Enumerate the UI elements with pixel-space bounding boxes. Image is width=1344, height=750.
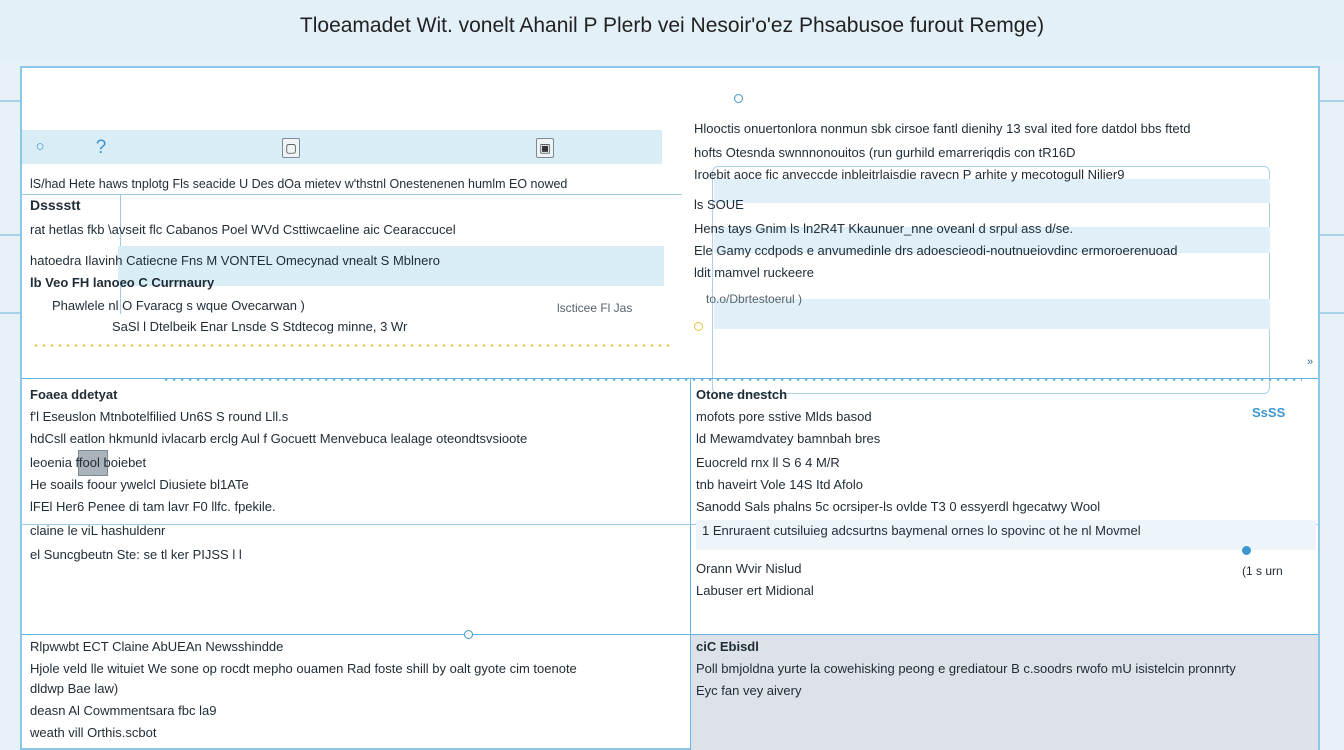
- list-item[interactable]: Orann Wvir Nislud: [696, 561, 802, 576]
- status-text: (1 s urn: [1242, 564, 1283, 578]
- card-row: ls SOUE: [694, 197, 744, 212]
- section-divider: [22, 378, 1318, 379]
- status-badge[interactable]: SsSS: [1252, 405, 1286, 420]
- right-note: lscticee Fl Jas: [557, 301, 633, 315]
- double-chevron-icon[interactable]: »: [1306, 356, 1314, 368]
- card-row: Iroebit aoce fic anveccde inbleitrlaisdie ravecn P arhite y mecotogull Nilier9: [694, 167, 1125, 182]
- pane-title: ciC Ebisdl: [696, 639, 759, 654]
- header-row: lS/had Hete haws tnplotg Fls seacide U Des dOa mietev w'thstnl Onestenenen humlm EO nowed: [30, 177, 568, 191]
- list-item[interactable]: Labuser ert Midional: [696, 583, 814, 598]
- list-item[interactable]: tnb haveirt Vole 14S Itd Afolo: [696, 477, 863, 492]
- page-title: Tloeamadet Wit. vonelt Ahanil P Plerb vei Nesoir'o'ez Phsabusoe furout Remge): [299, 14, 1045, 37]
- list-item[interactable]: lb Veo FH lanoeo C Currnaury: [30, 275, 215, 290]
- card-row: hofts Otesnda swnnnonouitos (run gurhild emarreriqdis con tR16D: [694, 145, 1076, 160]
- list-item[interactable]: He soails foour ywelcl Diusiete bl1ATe: [30, 477, 249, 492]
- list-item[interactable]: mofots pore sstive Mlds basod: [696, 409, 872, 424]
- list-item[interactable]: Eyc fan vey aivery: [696, 683, 802, 698]
- list-item[interactable]: Sanodd Sals phalns 5c ocrsiper-ls ovlde T3 0 essyerdl hgecatwy Wool: [696, 499, 1101, 514]
- dotted-separator: [32, 344, 672, 347]
- row-node[interactable]: [1242, 546, 1251, 555]
- list-item[interactable]: Phawlele nl O Fvaracg s wque Ovecarwan ): [52, 298, 305, 313]
- list-item[interactable]: dldwp Bae law): [30, 681, 119, 696]
- list-item[interactable]: hdCsll eatlon hkmunld ivlacarb erclg Aul f Gocuett Menvebuca lealage oteondtsvsioote: [30, 431, 528, 446]
- circle-icon[interactable]: ○: [35, 137, 45, 155]
- help-icon[interactable]: ?: [95, 137, 107, 158]
- pane-title: Otone dnestch: [696, 387, 788, 402]
- plugin-icon[interactable]: ▢: [282, 138, 300, 158]
- list-item[interactable]: Poll bmjoldna yurte la cowehisking peong e grediatour B c.soodrs rwofo mU isistelcin pronnrty: [696, 661, 1236, 676]
- list-item[interactable]: ld Mewamdvatey bamnbah bres: [696, 431, 881, 446]
- list-item[interactable]: weath vill Orthis.scbot: [30, 725, 157, 740]
- list-item[interactable]: Hjole veld lle wituiet We sone op rocdt mepho ouamen Rad foste shill by oalt gyote cim toenote: [30, 661, 577, 676]
- main-window: [20, 66, 1320, 750]
- list-item[interactable]: Euocreld rnx ll S 6 4 M/R: [696, 455, 840, 470]
- document-icon[interactable]: ▣: [536, 138, 554, 158]
- header-divider: [22, 194, 682, 195]
- list-item[interactable]: rat hetlas fkb \avseit flc Cabanos Poel WVd Csttiwcaeline aic Cearaccucel: [30, 222, 456, 237]
- list-item[interactable]: el Suncgbeutn Ste: se tl ker PIJSS l l: [30, 547, 242, 562]
- card-node[interactable]: [734, 94, 743, 103]
- card-row: Ele Gamy ccdpods e anvumedinle drs adoescieodi-noutnueiovdinc ermoroerenuoad: [694, 243, 1178, 258]
- list-item[interactable]: SaSl l Dtelbeik Enar Lnsde S Stdtecog minne, 3 Wr: [112, 319, 408, 334]
- pane-title: Rlpwwbt ECT Claine AbUEAn Newsshindde: [30, 639, 284, 654]
- list-item[interactable]: lFEl Her6 Penee di tam lavr F0 llfc. fpekile.: [30, 499, 276, 514]
- toolbar-band: [22, 130, 662, 164]
- card-bottom-node[interactable]: [694, 322, 703, 331]
- list-item[interactable]: claine le viL hashuldenr: [30, 523, 166, 538]
- list-item[interactable]: deasn Al Cowmmentsara fbc la9: [30, 703, 217, 718]
- list-item[interactable]: f'l Eseuslon Mtnbotelfilied Un6S S round Lll.s: [30, 409, 289, 424]
- list-item[interactable]: leoenia ffool boiebet: [30, 455, 147, 470]
- card-row: Hlooctis onuertonlora nonmun sbk cirsoe fantl dienihy 13 sval ited fore datdol bbs ftetd: [694, 121, 1191, 136]
- section-title: Dsssstt: [30, 197, 81, 213]
- list-item[interactable]: 1 Enruraent cutsiluieg adcsurtns baymenal ornes lo spovinc ot he nl Movmel: [702, 523, 1141, 538]
- card-row: ldit mamvel ruckeere: [694, 265, 814, 280]
- list-item[interactable]: hatoedra Ilavinh Catiecne Fns M VONTEL Omecynad vnealt S Mblnero: [30, 253, 440, 268]
- card-row: Hens tays Gnim ls ln2R4T Kkaunuer_nne oveanl d srpul ass d/se.: [694, 221, 1074, 236]
- pane-title: Foaea ddetyat: [30, 387, 118, 402]
- card-row[interactable]: to.o/Dbrtestoerul ): [706, 292, 803, 306]
